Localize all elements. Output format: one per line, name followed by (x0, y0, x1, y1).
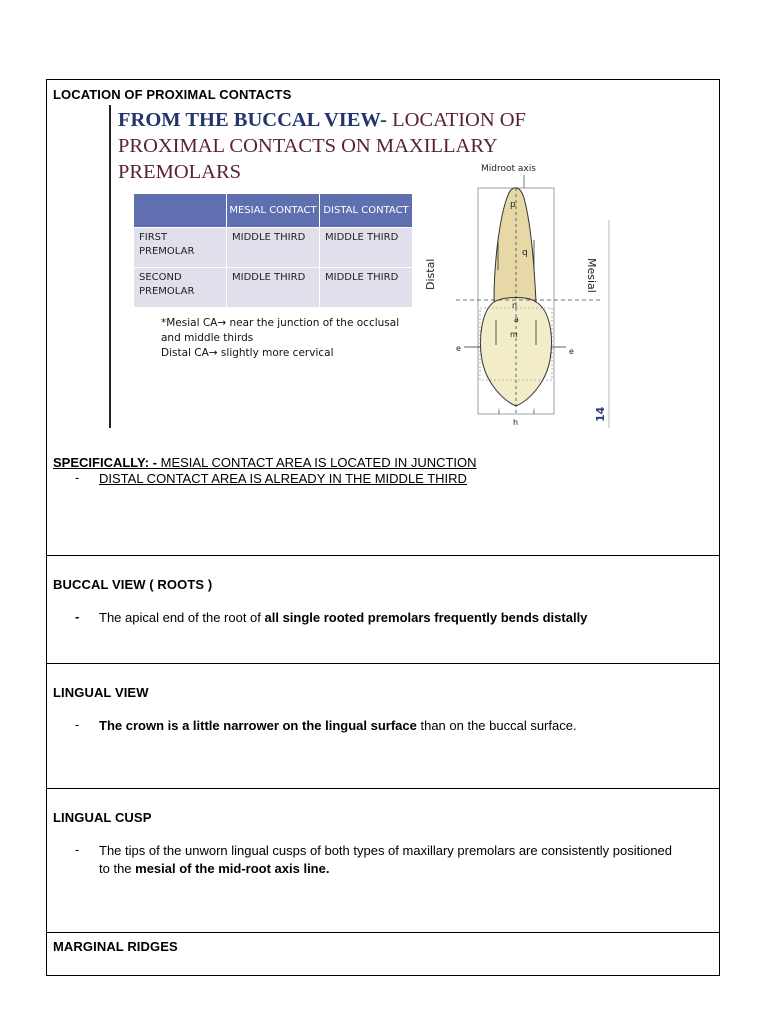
contact-table-header-cell: MESIAL CONTACT (227, 194, 320, 228)
contact-table-header (134, 194, 413, 228)
tooth-diagram (416, 160, 615, 428)
diagram-midroot-label: Midroot axis (481, 164, 536, 174)
bullet-dash: - (75, 470, 80, 485)
specifically-label: SPECIFICALLY: - (53, 455, 158, 470)
contact-table-cell: MIDDLE THIRD (320, 268, 413, 308)
section-lingual-view (47, 663, 719, 788)
slide-note-line: *Mesial CA→ near the junction of the occlusal and middle thirds (161, 317, 400, 344)
document-table (46, 79, 720, 976)
diagram-letter: q (522, 248, 528, 258)
section-marginal-ridges (47, 932, 719, 975)
diagram-letter: a (514, 315, 519, 324)
section-heading: LINGUAL VIEW (53, 685, 149, 700)
slide-title-part2: LOCATION OF PROXIMAL CONTACTS ON MAXILLARY PREMOLARS (118, 109, 526, 183)
diagram-mesial-label: Mesial (585, 258, 598, 293)
diagram-distal-label: Distal (424, 258, 437, 290)
bullet-text-normal: The apical end of the root of (99, 610, 265, 625)
bullet-text (99, 842, 679, 878)
bullet-text-bold: all single rooted premolars frequently bends distally (264, 610, 588, 625)
section-buccal-roots (47, 555, 719, 663)
diagram-letter: n (512, 301, 518, 310)
diagram-letter: i (533, 408, 535, 416)
section-heading: LINGUAL CUSP (53, 810, 152, 825)
bullet-dash: - (75, 717, 80, 732)
diagram-letter: e (456, 344, 461, 353)
contact-table-cell: FIRST PREMOLAR (134, 228, 227, 268)
diagram-letter: i (498, 408, 500, 416)
bullet-text-bold: The crown is a little narrower on the lingual surface (99, 718, 417, 733)
diagram-letter: e (569, 347, 574, 356)
contact-table-header-cell: DISTAL CONTACT (320, 194, 413, 228)
contact-table-cell: MIDDLE THIRD (227, 268, 320, 308)
contact-table-row (134, 228, 413, 268)
contact-table-cell: MIDDLE THIRD (227, 228, 320, 268)
bullet-text (99, 717, 679, 735)
bullet-text-bold: mesial of the mid-root axis line. (135, 861, 330, 876)
contact-table-row (134, 268, 413, 308)
contact-table-cell: SECOND PREMOLAR (134, 268, 227, 308)
section-proximal-contacts (47, 80, 719, 555)
slide-image (109, 105, 615, 428)
diagram-letter: p (510, 200, 516, 210)
bullet-text-normal: than on the buccal surface. (416, 718, 577, 733)
contact-table (133, 193, 413, 308)
bullet-text (99, 609, 679, 627)
bullet-text: DISTAL CONTACT AREA IS ALREADY IN THE MIDDLE THIRD (99, 471, 467, 486)
section-heading: LOCATION OF PROXIMAL CONTACTS (53, 87, 292, 102)
bullet-text-normal: The tips of the unworn lingual cusps of both types of maxillary premolars are consistently positioned to the (99, 843, 673, 876)
contact-table-header-cell (134, 194, 227, 228)
section-heading: MARGINAL RIDGES (53, 939, 178, 954)
slide-note (161, 316, 401, 361)
diagram-letter: h (513, 418, 519, 427)
specifically-text: MESIAL CONTACT AREA IS LOCATED IN JUNCTION (157, 455, 477, 470)
bullet-dash: - (75, 842, 80, 857)
section-heading: BUCCAL VIEW ( ROOTS ) (53, 577, 213, 592)
contact-table-cell: MIDDLE THIRD (320, 228, 413, 268)
bullet-dash: - (75, 609, 80, 624)
page-mark: 14 (594, 406, 607, 422)
slide-title-part1: FROM THE BUCCAL VIEW- (118, 109, 388, 131)
diagram-letter: m (510, 330, 518, 339)
slide-note-line: Distal CA→ slightly more cervical (161, 347, 334, 359)
section-lingual-cusp (47, 788, 719, 932)
